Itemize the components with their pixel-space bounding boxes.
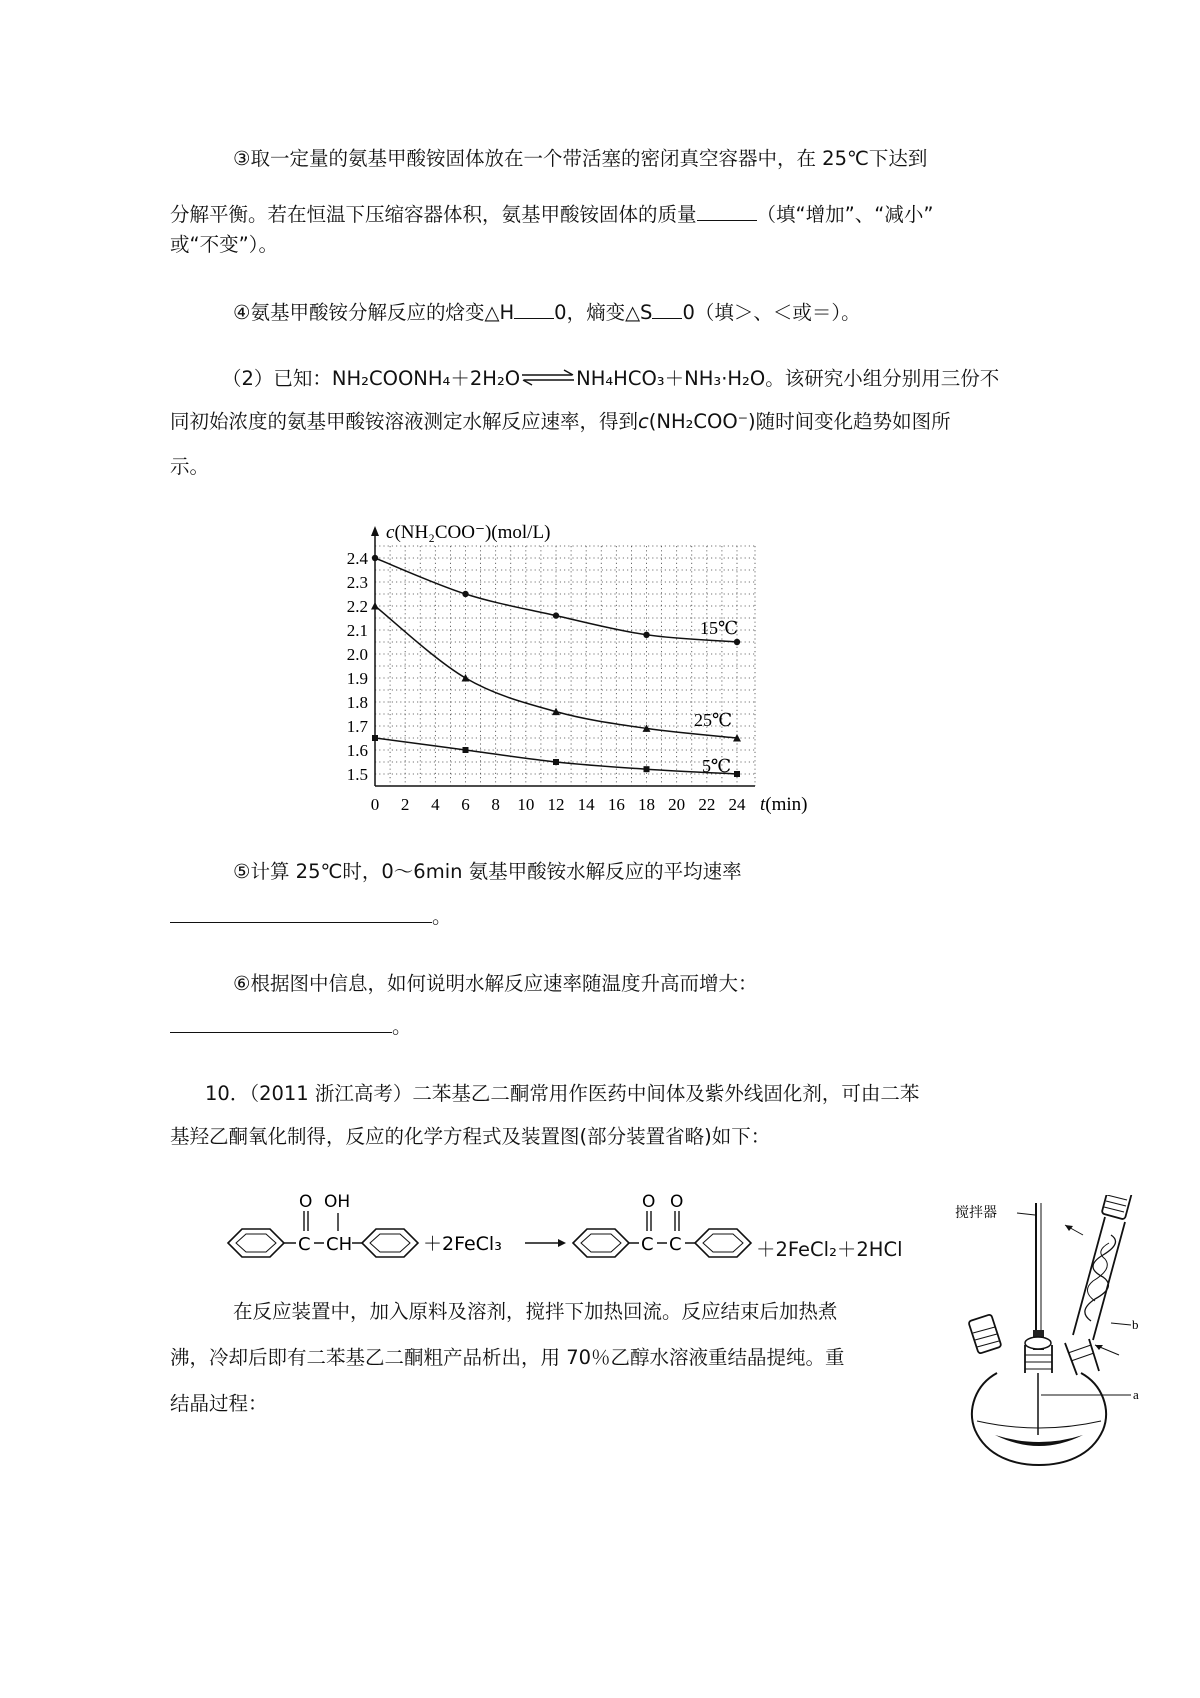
answer-blank-enthalpy[interactable] — [514, 298, 554, 319]
q3-line2: 分解平衡。若在恒温下压缩容器体积，氨基甲酸铵固体的质量 （填“增加”、“减小” — [170, 200, 933, 229]
para-line3: 结晶过程： — [170, 1392, 268, 1415]
data-point-circle — [462, 591, 468, 597]
data-point-square — [463, 747, 469, 753]
equation-products: ＋2FeCl₂＋2HCl — [756, 1238, 903, 1261]
series-label: 25℃ — [694, 710, 733, 730]
x-tick-label: 8 — [491, 795, 500, 814]
benzene-ring-icon — [362, 1229, 418, 1257]
reaction-arrow-icon — [525, 1239, 566, 1247]
y-tick-label: 2.3 — [346, 573, 368, 592]
q3-line1: ③取一定量的氨基甲酸铵固体放在一个带活塞的密闭真空容器中，在 25℃下达到 — [233, 147, 928, 170]
part2-line1: （2）已知：NH₂COONH₄＋2H₂O NH₄HCO₃＋NH₃·H₂O。该研究小组分别用三份不 — [222, 367, 1000, 390]
part2-line2: 同初始浓度的氨基甲酸铵溶液测定水解反应速率，得到c(NH₂COO⁻)随时间变化趋势如图所 — [170, 410, 951, 433]
carbonyl-oxygen-label: O — [299, 1192, 313, 1212]
y-tick-label: 1.5 — [346, 765, 368, 784]
q5-line: ⑤计算 25℃时，0～6min 氨基甲酸铵水解反应的平均速率 — [233, 860, 742, 883]
answer-blank-entropy[interactable] — [652, 298, 682, 319]
q10-line2: 基羟乙酮氧化制得，反应的化学方程式及装置图(部分装置省略)如下： — [170, 1125, 771, 1148]
q6-answer-line: 。 — [170, 1012, 412, 1041]
part2-line3: 示。 — [170, 455, 210, 478]
series-label: 15℃ — [700, 618, 739, 638]
x-tick-label: 16 — [607, 795, 625, 814]
carbonyl-oxygen-label: O — [642, 1192, 656, 1212]
answer-blank-rate[interactable] — [170, 902, 432, 923]
q3-line3: 或“不变”）。 — [170, 233, 278, 256]
x-tick-label: 4 — [431, 795, 440, 814]
label-b: b — [1132, 1317, 1139, 1332]
y-tick-label: 1.8 — [346, 693, 368, 712]
data-point-square — [372, 735, 378, 741]
concentration-time-chart — [0, 510, 1200, 840]
three-neck-flask-icon — [972, 1373, 1106, 1465]
x-tick-label: 22 — [698, 795, 716, 814]
q4-line: ④氨基甲酸铵分解反应的焓变△H 0，熵变△S 0（填＞、＜或＝）。 — [233, 298, 861, 327]
data-point-circle — [372, 555, 378, 561]
data-point-square — [644, 766, 650, 772]
x-tick-label: 20 — [668, 795, 686, 814]
reflux-apparatus-diagram — [955, 1195, 1145, 1495]
side-neck-stopper-icon — [968, 1314, 1001, 1354]
series-label: 5℃ — [702, 756, 732, 776]
ch-label: CH — [326, 1234, 353, 1255]
x-tick-label: 12 — [547, 795, 565, 814]
x-tick-label: 18 — [638, 795, 655, 814]
stirrer-label: 搅拌器 — [955, 1206, 997, 1221]
carbonyl-carbon-label: C — [641, 1234, 654, 1255]
q5-answer-line: 。 — [170, 902, 452, 931]
data-point-circle — [553, 612, 559, 618]
benzene-ring-icon — [695, 1229, 751, 1257]
y-tick-label: 2.2 — [346, 597, 368, 616]
stirrer-rod-icon — [1033, 1203, 1044, 1350]
y-tick-label: 2.1 — [346, 621, 368, 640]
center-neck-icon — [1025, 1337, 1052, 1373]
product-formula: NH₄HCO₃＋NH₃·H₂O — [576, 367, 766, 390]
reflux-condenser-icon — [1073, 1195, 1132, 1340]
answer-blank-temperature[interactable] — [170, 1012, 392, 1033]
x-tick-label: 10 — [517, 795, 535, 814]
para-line2: 沸，冷却后即有二苯基乙二酮粗产品析出，用 70％乙醇水溶液重结晶提纯。重 — [170, 1346, 845, 1369]
fecl3-reagent: ＋2FeCl₃ — [423, 1233, 502, 1255]
para-line1: 在反应装置中，加入原料及溶剂，搅拌下加热回流。反应结束后加热煮 — [233, 1300, 838, 1323]
x-tick-label: 2 — [400, 795, 410, 814]
x-tick-label: 14 — [577, 795, 595, 814]
y-tick-label: 2.0 — [346, 645, 368, 664]
x-tick-label: 0 — [370, 795, 380, 814]
benzoin-oxidation-equation — [220, 1185, 840, 1275]
y-axis-label: c(NH₂COO⁻)(mol/L) — [386, 522, 551, 543]
carbonyl-carbon-label: C — [669, 1234, 682, 1255]
y-tick-label: 1.7 — [346, 717, 368, 736]
x-tick-label: 24 — [728, 795, 746, 814]
answer-blank-mass[interactable] — [697, 200, 757, 221]
benzene-ring-icon — [228, 1229, 284, 1257]
q10-line1: 10．（2011 浙江高考）二苯基乙二酮常用作医药中间体及紫外线固化剂，可由二苯 — [205, 1082, 920, 1105]
benzene-ring-icon — [573, 1229, 629, 1257]
hydroxyl-label: OH — [324, 1192, 351, 1212]
data-point-circle — [643, 632, 649, 638]
y-axis-arrow-icon — [371, 526, 379, 536]
series-line — [375, 558, 737, 642]
carbonyl-oxygen-label: O — [670, 1192, 684, 1212]
y-tick-label: 1.9 — [346, 669, 368, 688]
label-a: a — [1133, 1387, 1139, 1402]
y-tick-label: 2.4 — [346, 549, 368, 568]
data-point-square — [553, 759, 559, 765]
carbonyl-carbon-label: C — [298, 1234, 311, 1255]
y-tick-label: 1.6 — [346, 741, 368, 760]
reactant-formula: NH₂COONH₄＋2H₂O — [331, 367, 521, 390]
data-point-square — [734, 771, 740, 777]
x-tick-label: 6 — [461, 795, 470, 814]
q6-line: ⑥根据图中信息，如何说明水解反应速率随温度升高而增大： — [233, 972, 758, 995]
reversible-arrow-icon — [520, 368, 576, 388]
data-point-circle — [734, 639, 740, 645]
x-axis-label: t(min) — [760, 794, 808, 815]
data-point-triangle — [371, 602, 379, 610]
